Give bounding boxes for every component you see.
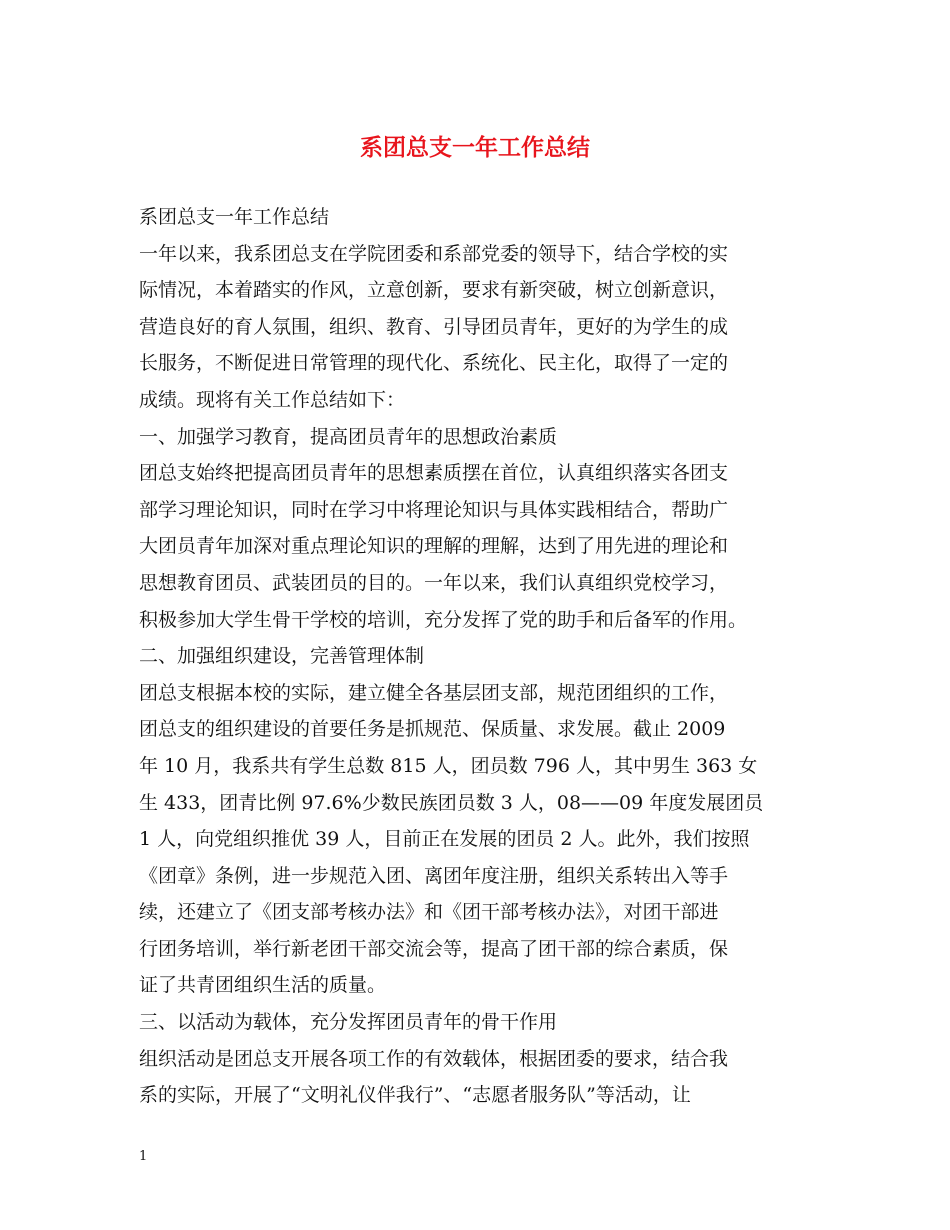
section-heading: 二、加强组织建设，完善管理体制 [139, 645, 425, 668]
section-heading: 三、以活动为载体，充分发挥团员青年的骨干作用 [139, 1011, 558, 1034]
text-line: 系团总支一年工作总结 [139, 206, 330, 228]
text-line: 营造良好的育人氛围，组织、教育、引导团员青年，更好的为学生的成 [139, 315, 729, 338]
text-line: 系的实际，开展了“文明礼仪伴我行”、“志愿者服务队”等活动，让 [139, 1084, 691, 1107]
text-line: 年 10 月，我系共有学生总数 815 人，团员数 796 人，其中男生 363 女 [139, 754, 758, 777]
text-line: 积极参加大学生骨干学校的培训，充分发挥了党的助手和后备军的作用。 [139, 608, 748, 631]
text-line: 组织活动是团总支开展各项工作的有效载体，根据团委的要求，结合我 [139, 1047, 729, 1070]
document-title: 系团总支一年工作总结 [360, 134, 590, 161]
text-line: 续，还建立了《团支部考核办法》和《团干部考核办法》，对团干部进 [139, 901, 719, 924]
text-line: 部学习理论知识，同时在学习中将理论知识与具体实践相结合，帮助广 [139, 498, 729, 521]
text-line: 行团务培训，举行新老团干部交流会等，提高了团干部的综合素质，保 [139, 937, 729, 960]
text-line: 《团章》条例，进一步规范入团、离团年度注册，组织关系转出入等手 [139, 864, 729, 887]
text-line: 长服务，不断促进日常管理的现代化、系统化、民主化，取得了一定的 [139, 352, 729, 375]
text-line: 生 433，团青比例 97.6%少数民族团员数 3 人，08——09 年度发展团员 [139, 791, 764, 814]
section-heading: 一、加强学习教育，提高团员青年的思想政治素质 [139, 425, 558, 448]
text-line: 团总支根据本校的实际，建立健全各基层团支部，规范团组织的工作， [139, 681, 729, 704]
text-line: 团总支的组织建设的首要任务是抓规范、保质量、求发展。截止 2009 [139, 718, 726, 741]
text-line: 团总支始终把提高团员青年的思想素质摆在首位，认真组织落实各团支 [139, 462, 729, 485]
text-line: 际情况，本着踏实的作风，立意创新，要求有新突破，树立创新意识， [139, 279, 729, 302]
text-line: 1 人，向党组织推优 39 人，目前正在发展的团员 2 人。此外，我们按照 [139, 828, 750, 851]
text-line: 思想教育团员、武装团员的目的。一年以来，我们认真组织党校学习， [139, 571, 729, 594]
page-number: 1 [139, 1149, 148, 1164]
text-line: 大团员青年加深对重点理论知识的理解的理解，达到了用先进的理论和 [139, 535, 729, 558]
text-line: 成绩。现将有关工作总结如下： [139, 388, 406, 411]
text-line: 证了共青团组织生活的质量。 [139, 974, 387, 997]
document-body [139, 199, 829, 1114]
text-line: 一年以来，我系团总支在学院团委和系部党委的领导下，结合学校的实 [139, 242, 729, 265]
